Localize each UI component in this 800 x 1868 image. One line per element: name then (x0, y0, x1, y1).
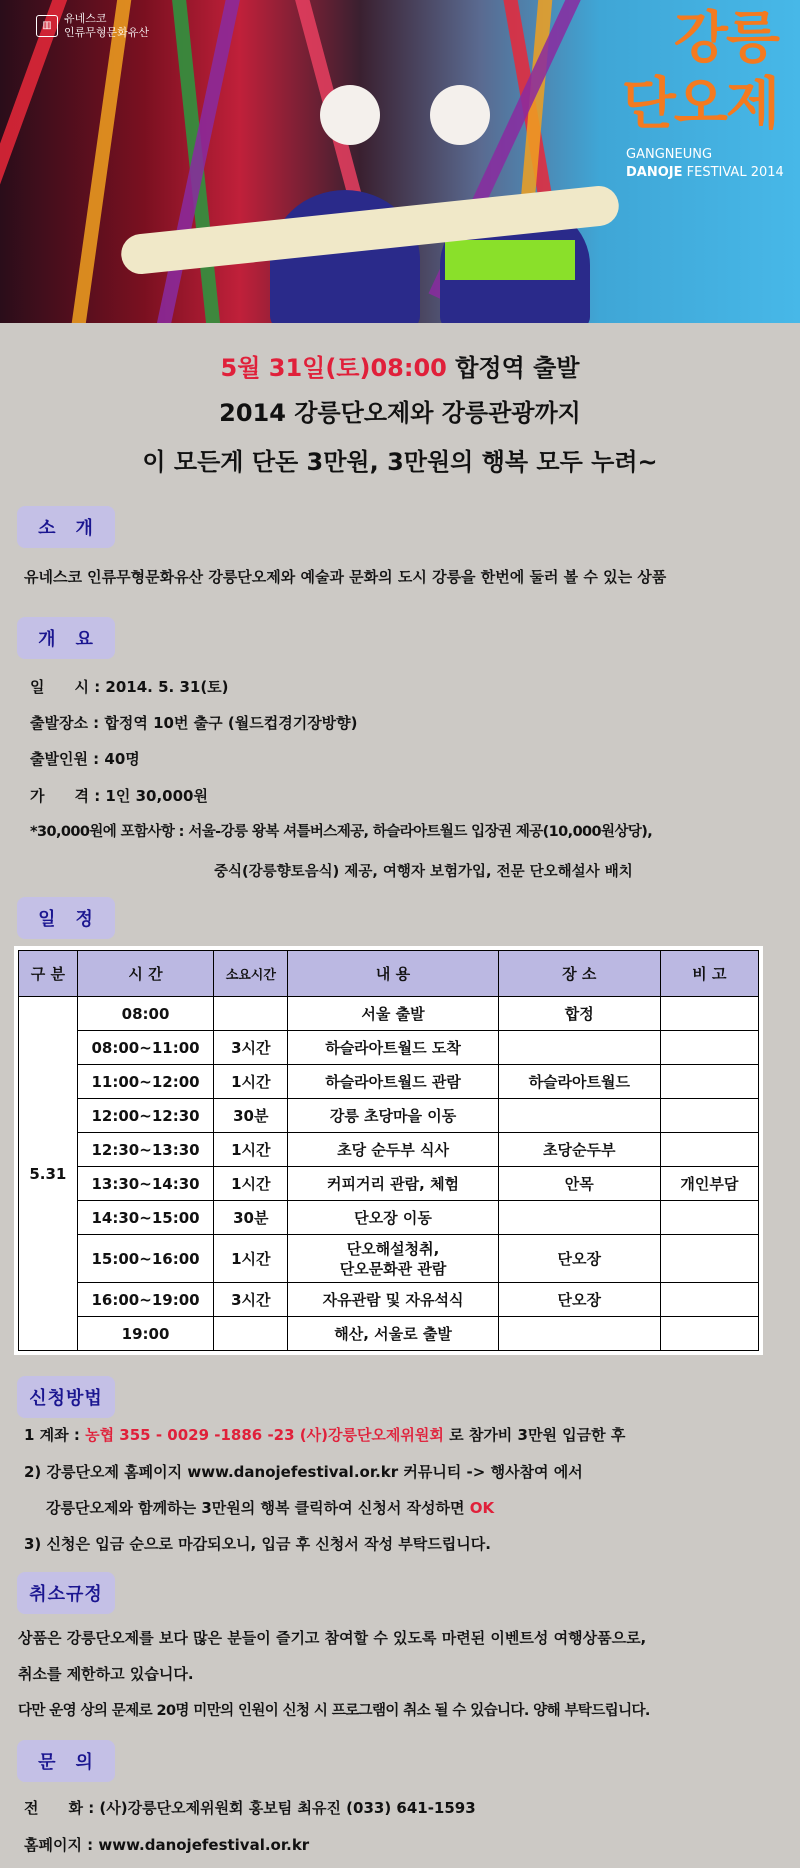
headline-line3: 이 모든게 단돈 3만원, 3만원의 행복 모두 누려~ (142, 448, 658, 476)
festival-title (622, 6, 778, 138)
cancel-text-1: 상품은 강릉단오제를 보다 많은 분들이 즐기고 참여할 수 있도록 마련된 이벤트성 여행상품으로, (18, 1629, 647, 1647)
note-cell (660, 1133, 758, 1167)
table-row (19, 1099, 759, 1133)
time-cell: 11:00~12:00 (77, 1065, 214, 1099)
content-cell: 서울 출발 (288, 997, 499, 1031)
headline-line2: 2014 강릉단오제와 강릉관광까지 (219, 399, 581, 427)
table-row (19, 1317, 759, 1351)
section-badge-cancel: 취소규정 (17, 1572, 115, 1614)
table-row (19, 1201, 759, 1235)
duration-cell: 3시간 (214, 1283, 288, 1317)
unesco-emblem-icon: ▥ (36, 15, 58, 37)
duration-cell: 3시간 (214, 1031, 288, 1065)
festival-title-line2: 단오제 (621, 72, 778, 137)
content-cell: 하슬라아트월드 도착 (288, 1031, 499, 1065)
header-content: 내 용 (288, 951, 499, 997)
time-cell: 16:00~19:00 (77, 1283, 214, 1317)
apply-step1: 1 계좌 : 농협 355 - 0029 -1886 -23 (사)강릉단오제위원회 로 참가비 3만원 입금한 후 (24, 1426, 626, 1444)
place-cell: 합정 (498, 997, 660, 1031)
intro-text: 유네스코 인류무형문화유산 강릉단오제와 예술과 문화의 도시 강릉을 한번에 둘러 볼 수 있는 상품 (24, 568, 667, 586)
place-cell (498, 1099, 660, 1133)
headline-line1: 5월 31일(토)08:00 합정역 출발 (220, 354, 580, 382)
overview-departure: 출발장소 : 합정역 10번 출구 (월드컵경기장방향) (30, 714, 358, 732)
place-cell: 안목 (498, 1167, 660, 1201)
table-header-row (19, 951, 759, 997)
overview-capacity: 출발인원 : 40명 (30, 750, 140, 768)
note-cell (660, 1099, 758, 1133)
duration-cell: 30분 (214, 1099, 288, 1133)
section-badge-apply: 신청방법 (17, 1376, 115, 1418)
festival-subtitle-rest: FESTIVAL 2014 (682, 165, 784, 180)
place-cell (498, 1317, 660, 1351)
content-cell: 강릉 초당마을 이동 (288, 1099, 499, 1133)
time-cell: 13:30~14:30 (77, 1167, 214, 1201)
header-category: 구 분 (19, 951, 78, 997)
place-cell: 하슬라아트월드 (498, 1065, 660, 1099)
headdress-graphic (430, 85, 490, 145)
place-cell (498, 1031, 660, 1065)
place-cell (498, 1201, 660, 1235)
duration-cell: 1시간 (214, 1235, 288, 1283)
unesco-label: 유네스코 (64, 12, 107, 25)
headdress-graphic (320, 85, 380, 145)
apply-step2: 2) 강릉단오제 홈페이지 www.danojefestival.or.kr 커뮤니티 -> 행사참여 에서 (24, 1463, 583, 1481)
header-note: 비 고 (660, 951, 758, 997)
note-cell (660, 1031, 758, 1065)
bank-account: 농협 355 - 0029 -1886 -23 (사)강릉단오제위원회 (85, 1426, 444, 1444)
note-cell: 개인부담 (660, 1167, 758, 1201)
table-row (19, 1283, 759, 1317)
content-cell: 커피거리 관람, 체험 (288, 1167, 499, 1201)
duration-cell (214, 1317, 288, 1351)
note-cell (660, 1317, 758, 1351)
content-cell: 단오장 이동 (288, 1201, 499, 1235)
section-badge-overview: 개 요 (17, 617, 115, 659)
overview-includes: *30,000원에 포함사항 : 서울-강릉 왕복 셔틀버스제공, 하슬라아트월드 입장권 제공(10,000원상당), (30, 824, 653, 840)
unesco-logo (36, 12, 149, 40)
table-row (19, 1133, 759, 1167)
time-cell: 08:00 (77, 997, 214, 1031)
note-cell (660, 1235, 758, 1283)
content-cell: 하슬라아트월드 관람 (288, 1065, 499, 1099)
duration-cell: 1시간 (214, 1167, 288, 1201)
table-row (19, 1235, 759, 1283)
schedule-table (18, 950, 759, 1351)
note-cell (660, 1201, 758, 1235)
festival-title-line1: 강릉 (673, 6, 778, 71)
content-cell: 해산, 서울로 출발 (288, 1317, 499, 1351)
festival-banner (0, 0, 800, 323)
duration-cell: 1시간 (214, 1133, 288, 1167)
cancel-text-3: 다만 운영 상의 문제로 20명 미만의 인원이 신청 시 프로그램이 취소 될 수 있습니다. 양해 부탁드립니다. (18, 1703, 650, 1719)
time-cell: 12:30~13:30 (77, 1133, 214, 1167)
section-badge-schedule: 일 정 (17, 897, 115, 939)
overview-includes-cont: 중식(강릉향토음식) 제공, 여행자 보험가입, 전문 단오해설사 배치 (214, 864, 633, 880)
content-cell: 초당 순두부 식사 (288, 1133, 499, 1167)
contact-homepage[interactable]: 홈페이지 : www.danojefestival.or.kr (24, 1836, 310, 1854)
time-cell: 19:00 (77, 1317, 214, 1351)
duration-cell (214, 997, 288, 1031)
content-cell: 자유관람 및 자유석식 (288, 1283, 499, 1317)
apply-step2-cont: 강릉단오제와 함께하는 3만원의 행복 클릭하여 신청서 작성하면 OK (46, 1499, 495, 1517)
place-cell: 단오장 (498, 1283, 660, 1317)
cancel-text-2: 취소를 제한하고 있습니다. (18, 1665, 194, 1683)
ribbon-graphic (70, 0, 134, 323)
header-time: 시 간 (77, 951, 214, 997)
sash-graphic (445, 240, 575, 280)
place-cell: 초당순두부 (498, 1133, 660, 1167)
time-cell: 12:00~12:30 (77, 1099, 214, 1133)
note-cell (660, 997, 758, 1031)
table-row (19, 1065, 759, 1099)
festival-subtitle-bold: DANOJE (626, 165, 683, 180)
table-row (19, 997, 759, 1031)
festival-subtitle (626, 146, 784, 182)
note-cell (660, 1283, 758, 1317)
festival-subtitle-line1: GANGNEUNG (626, 147, 713, 162)
ribbon-graphic (0, 0, 74, 321)
apply-step3: 3) 신청은 입금 순으로 마감되오니, 입금 후 신청서 작성 부탁드립니다. (24, 1535, 491, 1553)
time-cell: 14:30~15:00 (77, 1201, 214, 1235)
section-badge-contact: 문 의 (17, 1740, 115, 1782)
table-row (19, 1031, 759, 1065)
time-cell: 08:00~11:00 (77, 1031, 214, 1065)
heritage-label: 인류무형문화유산 (64, 26, 150, 39)
duration-cell: 30분 (214, 1201, 288, 1235)
time-cell: 15:00~16:00 (77, 1235, 214, 1283)
note-cell (660, 1065, 758, 1099)
overview-price: 가 격 : 1인 30,000원 (30, 787, 208, 805)
header-duration: 소요시간 (214, 951, 288, 997)
table-row (19, 1167, 759, 1201)
date-cell: 5.31 (19, 997, 78, 1351)
duration-cell: 1시간 (214, 1065, 288, 1099)
contact-phone: 전 화 : (사)강릉단오제위원회 홍보팀 최유진 (033) 641-1593 (24, 1799, 476, 1817)
ribbon-graphic (155, 0, 244, 323)
place-cell: 단오장 (498, 1235, 660, 1283)
overview-date: 일 시 : 2014. 5. 31(토) (30, 678, 229, 696)
header-place: 장 소 (498, 951, 660, 997)
section-badge-intro: 소 개 (17, 506, 115, 548)
content-cell: 단오해설청취, 단오문화관 관람 (288, 1235, 499, 1283)
